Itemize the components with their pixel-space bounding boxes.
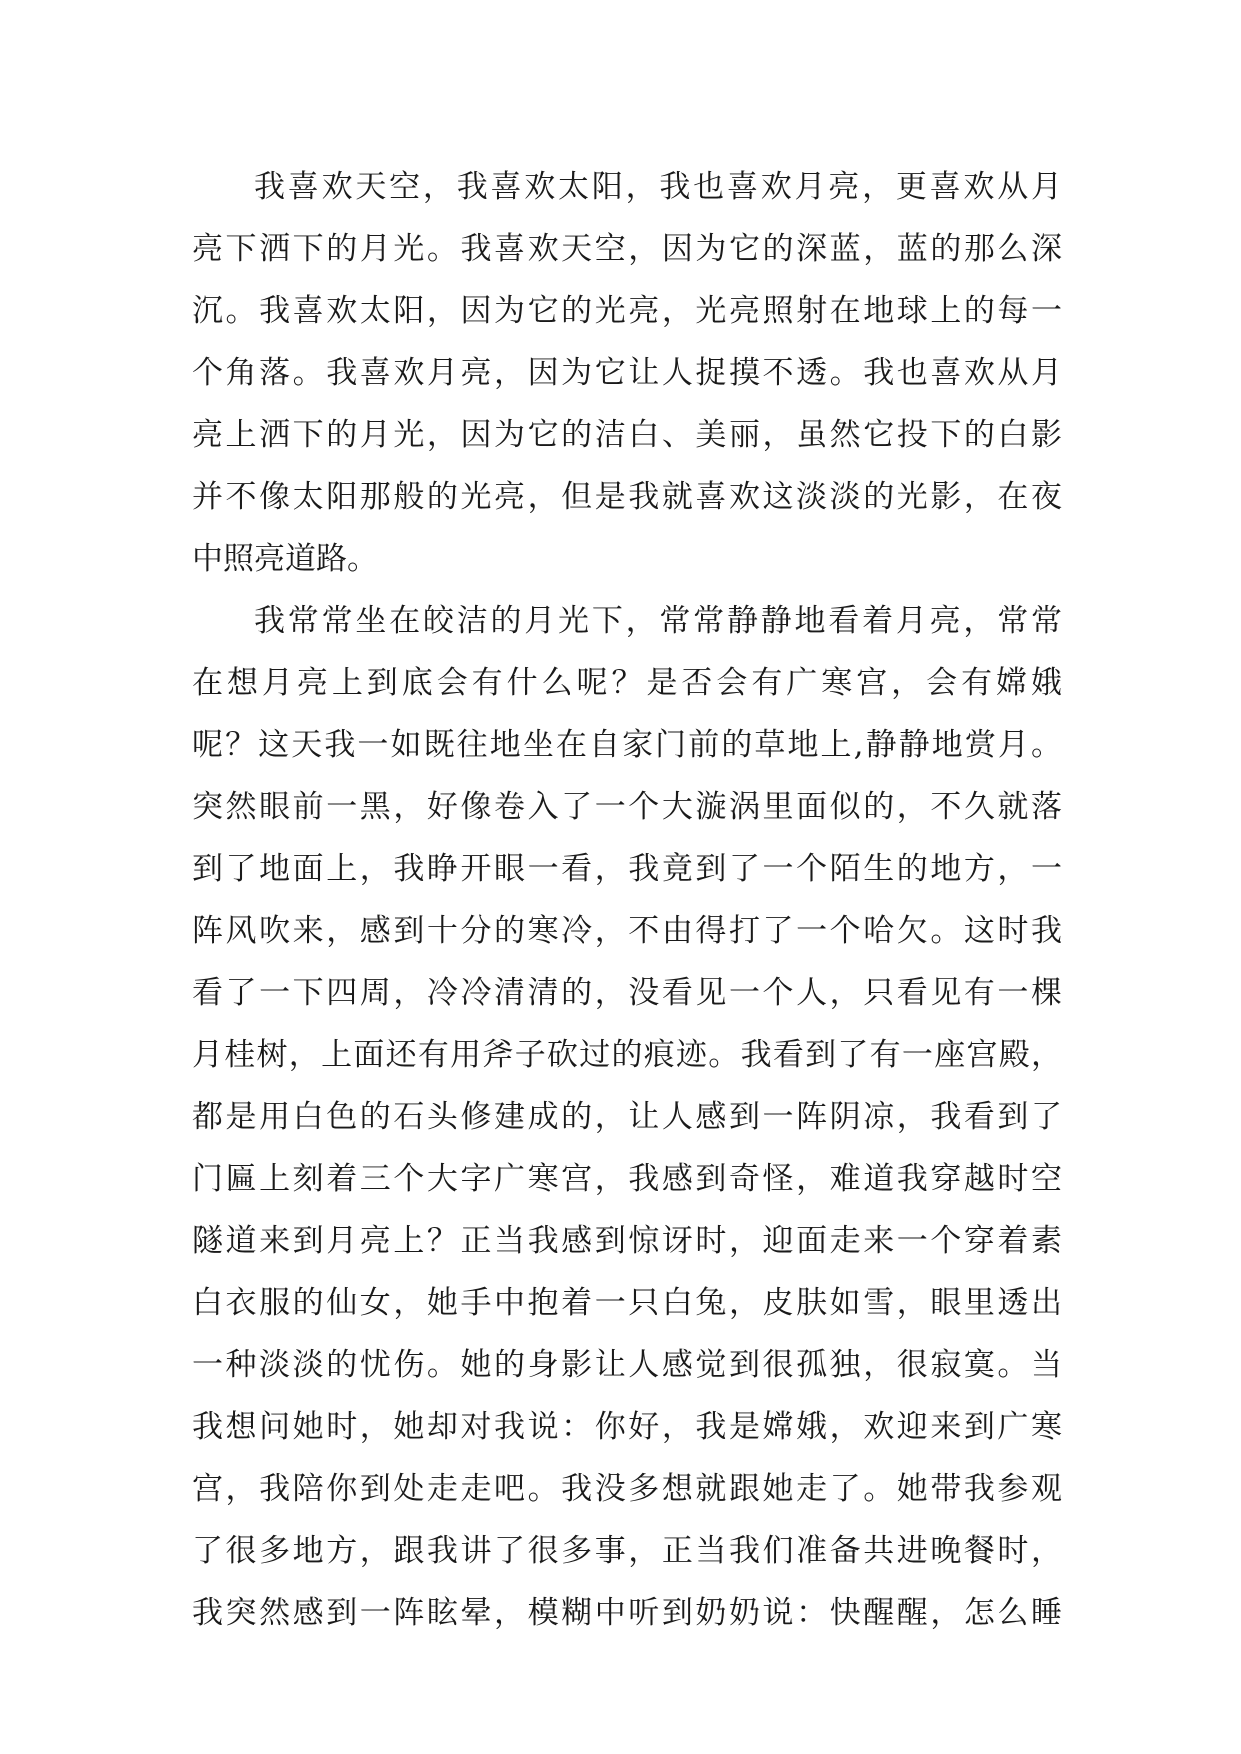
paragraph-line: 我喜欢天空，我喜欢太阳，我也喜欢月亮，更喜欢从月: [254, 169, 1062, 205]
paragraph-line: 阵风吹来，感到十分的寒冷，不由得打了一个哈欠。这时我: [192, 913, 1062, 949]
paragraph-line: 在想月亮上到底会有什么呢？是否会有广寒宫，会有嫦娥: [192, 665, 1062, 701]
paragraph-line: 到了地面上，我睁开眼一看，我竟到了一个陌生的地方，一: [192, 851, 1062, 887]
paragraph-line: 我突然感到一阵眩晕，模糊中听到奶奶说：快醒醒，怎么睡: [192, 1595, 1062, 1631]
paragraph-line: 中照亮道路。: [192, 541, 378, 577]
paragraph-line: 个角落。我喜欢月亮，因为它让人捉摸不透。我也喜欢从月: [192, 355, 1062, 391]
paragraph-line: 隧道来到月亮上？正当我感到惊讶时，迎面走来一个穿着素: [192, 1223, 1062, 1259]
paragraph-line: 沉。我喜欢太阳，因为它的光亮，光亮照射在地球上的每一: [192, 293, 1062, 329]
paragraph-line: 门匾上刻着三个大字广寒宫，我感到奇怪，难道我穿越时空: [192, 1161, 1062, 1197]
body-text: [192, 156, 1062, 1644]
paragraph-line: 都是用白色的石头修建成的，让人感到一阵阴凉，我看到了: [192, 1099, 1062, 1135]
paragraph-line: 并不像太阳那般的光亮，但是我就喜欢这淡淡的光影，在夜: [192, 479, 1062, 515]
paragraph-line: 看了一下四周，冷冷清清的，没看见一个人，只看见有一棵: [192, 975, 1062, 1011]
paragraph-2: [192, 590, 1062, 1644]
paragraph-line: 宫，我陪你到处走走吧。我没多想就跟她走了。她带我参观: [192, 1471, 1062, 1507]
paragraph-line: 我想问她时，她却对我说：你好，我是嫦娥，欢迎来到广寒: [192, 1409, 1062, 1445]
paragraph-line: 月桂树，上面还有用斧子砍过的痕迹。我看到了有一座宫殿，: [192, 1037, 1062, 1073]
paragraph-line: 白衣服的仙女，她手中抱着一只白兔，皮肤如雪，眼里透出: [192, 1285, 1062, 1321]
paragraph-line: 呢？这天我一如既往地坐在自家门前的草地上,静静地赏月。: [192, 727, 1062, 763]
paragraph-1: [192, 156, 1062, 590]
paragraph-line: 了很多地方，跟我讲了很多事，正当我们准备共进晚餐时，: [192, 1533, 1062, 1569]
paragraph-line: 一种淡淡的忧伤。她的身影让人感觉到很孤独，很寂寞。当: [192, 1347, 1062, 1383]
paragraph-line: 我常常坐在皎洁的月光下，常常静静地看着月亮，常常: [254, 603, 1062, 639]
paragraph-line: 突然眼前一黑，好像卷入了一个大漩涡里面似的，不久就落: [192, 789, 1062, 825]
paragraph-line: 亮下洒下的月光。我喜欢天空，因为它的深蓝，蓝的那么深: [192, 231, 1062, 267]
paragraph-line: 亮上洒下的月光，因为它的洁白、美丽，虽然它投下的白影: [192, 417, 1062, 453]
